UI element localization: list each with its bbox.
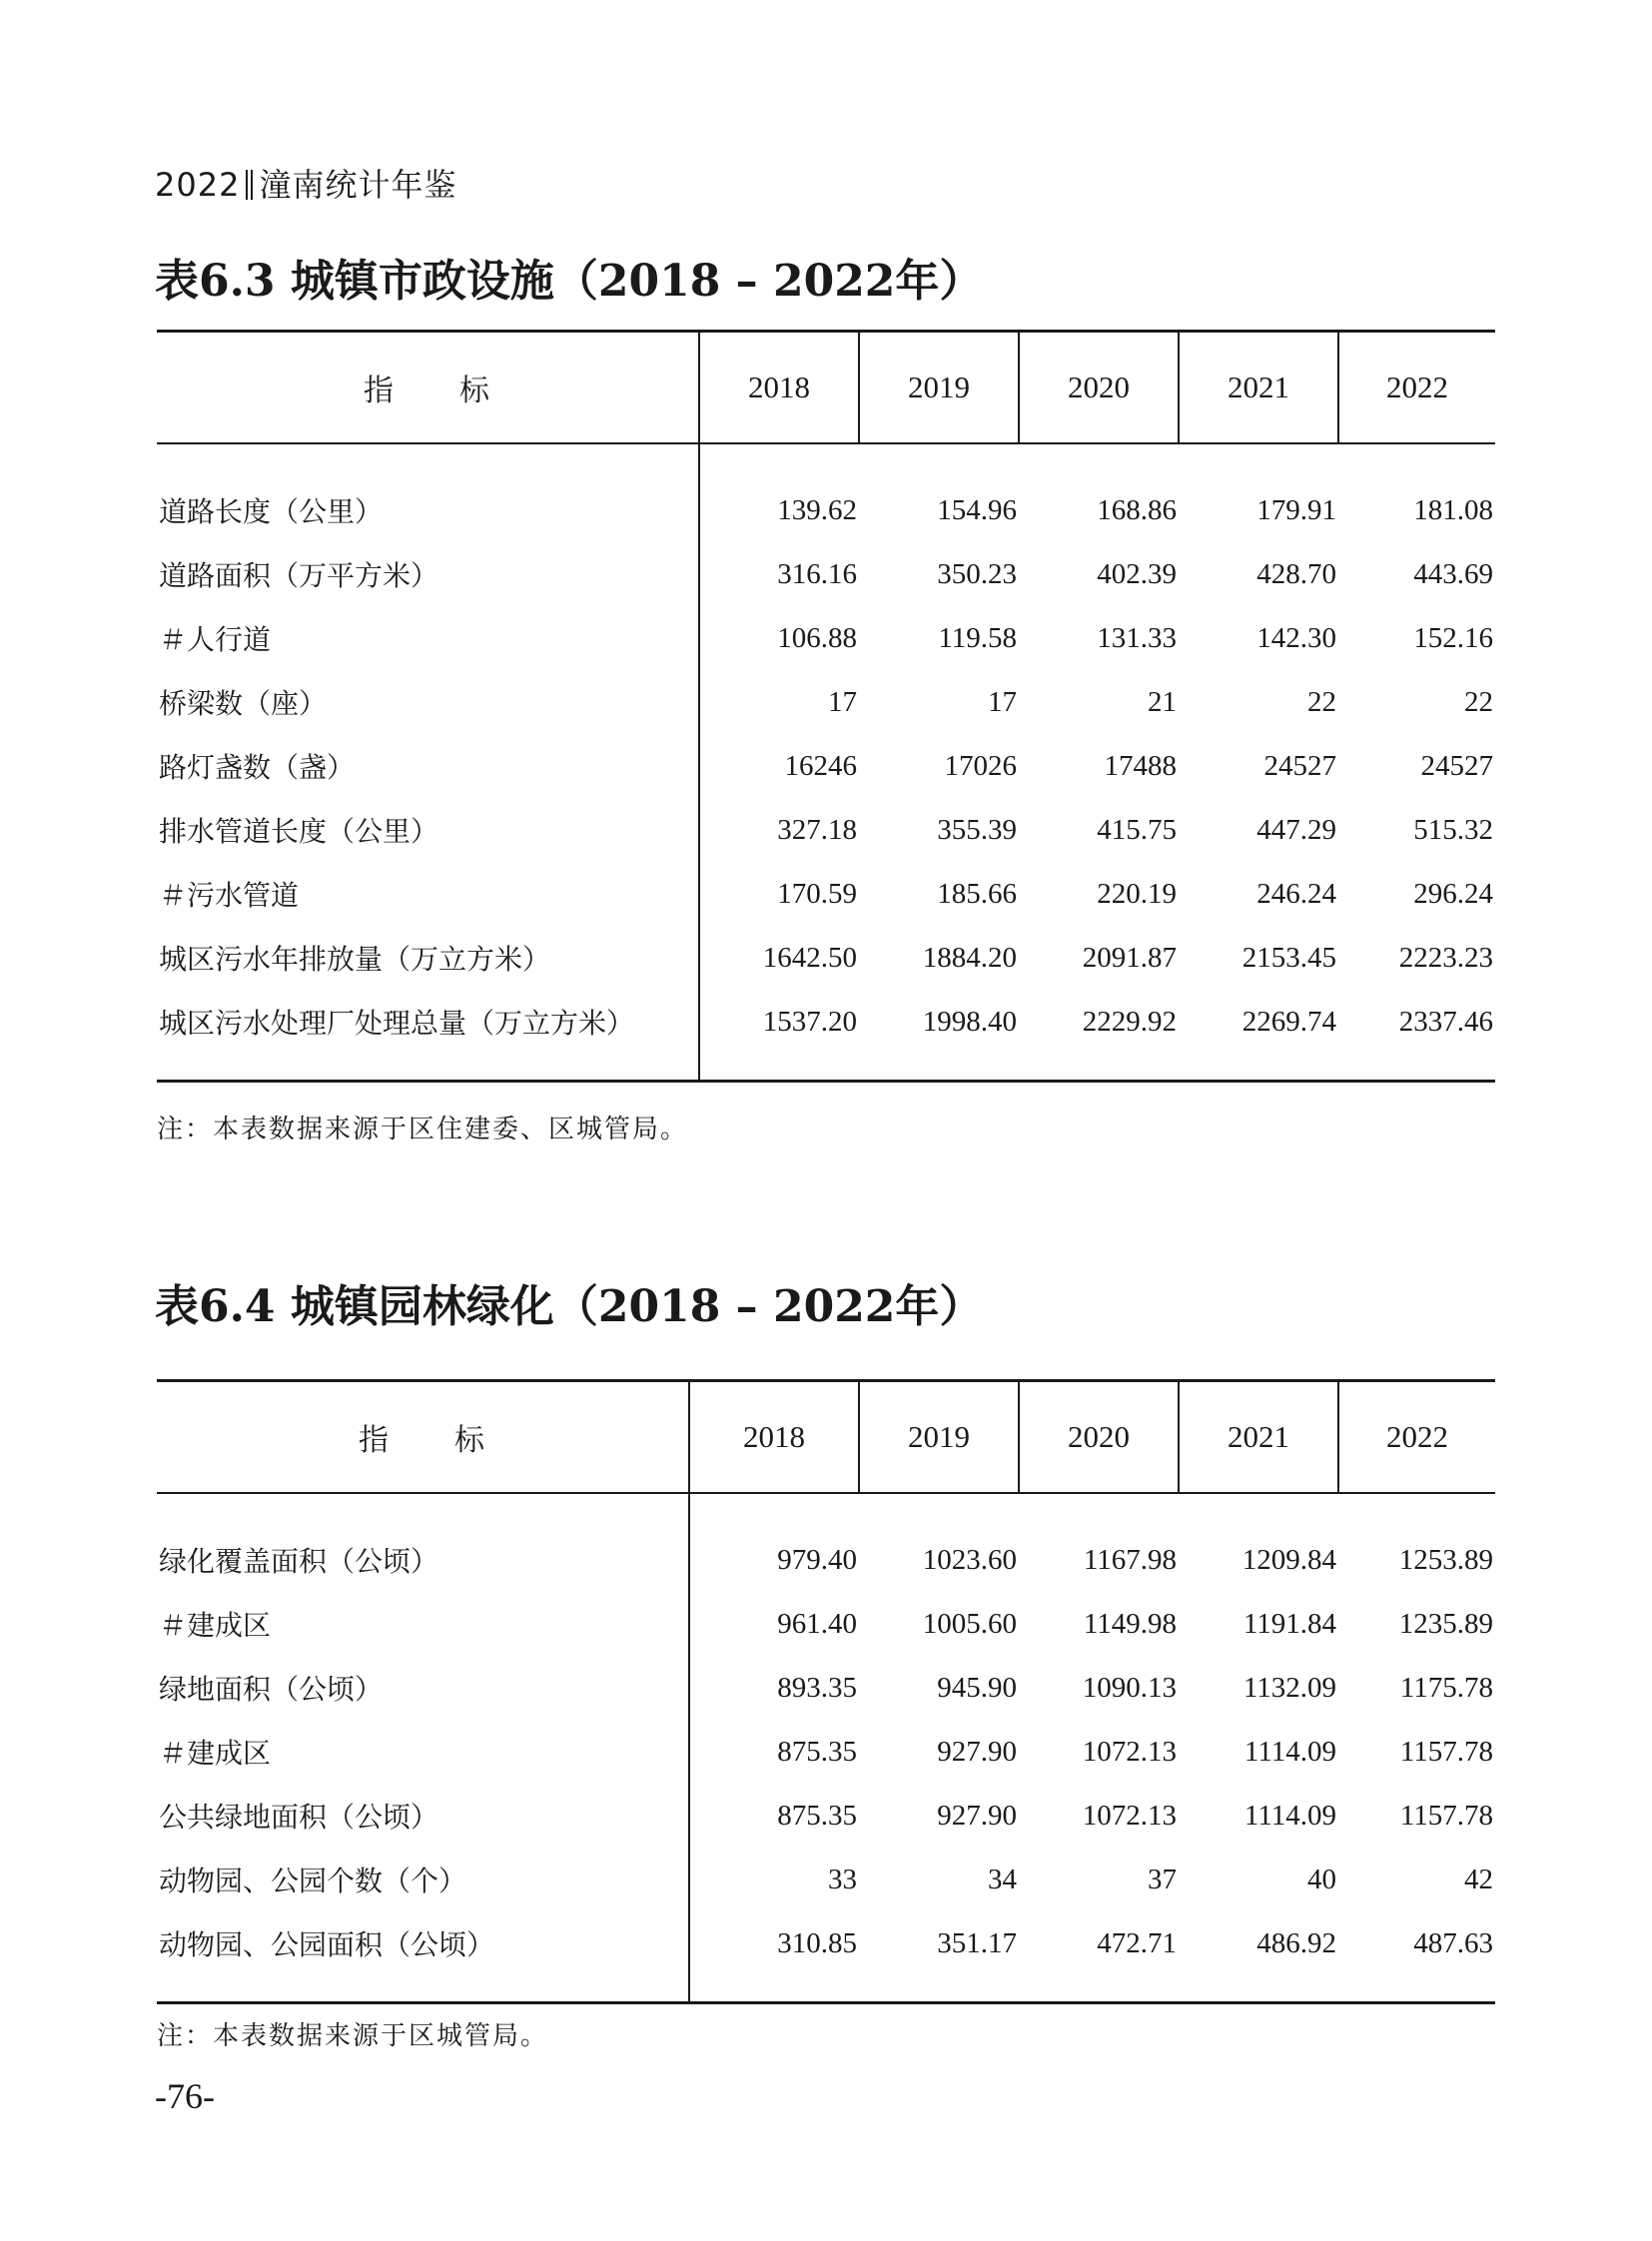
table-6-4-note: 注：本表数据来源于区城管局。 — [157, 2021, 549, 2051]
spacer-cell — [689, 1493, 859, 1528]
value-cell: 1191.84 — [1242, 1607, 1336, 1640]
value-cell: 17488 — [1104, 749, 1177, 782]
value-cell: 170.59 — [777, 877, 857, 910]
value-cell: 428.70 — [1256, 557, 1336, 590]
table-row — [157, 542, 1495, 606]
value-cell: 22 — [1464, 685, 1493, 718]
spacer-cell — [1019, 443, 1179, 478]
spacer-cell — [859, 1975, 1019, 2003]
indicator-header: 指 标 — [157, 332, 699, 444]
value-cell: 16246 — [784, 749, 857, 782]
value-cell: 2223.23 — [1398, 941, 1493, 974]
value-cell: 1157.78 — [1399, 1735, 1493, 1768]
value-cell: 2091.87 — [1082, 941, 1177, 974]
value-cell: 447.29 — [1256, 813, 1336, 846]
value-cell: 220.19 — [1097, 877, 1177, 910]
table-header-row — [157, 332, 1495, 444]
table-row — [157, 1848, 1495, 1911]
year-header: 2019 — [859, 332, 1019, 444]
value-cell: 443.69 — [1413, 557, 1493, 590]
row-label: ＃人行道 — [157, 606, 699, 670]
value-cell: 1114.09 — [1243, 1735, 1336, 1768]
row-label: 城区污水处理厂处理总量（万立方米） — [157, 990, 699, 1054]
value-cell: 1998.40 — [922, 1005, 1017, 1038]
value-cell: 37 — [1148, 1863, 1177, 1895]
table-row — [157, 670, 1495, 734]
table-row — [157, 1592, 1495, 1656]
value-cell: 487.63 — [1413, 1926, 1493, 1959]
value-cell: 154.96 — [937, 493, 1017, 526]
row-label: 道路面积（万平方米） — [157, 542, 699, 606]
value-cell: 17 — [988, 685, 1017, 718]
spacer-row — [157, 1054, 1495, 1082]
value-cell: 1132.09 — [1242, 1671, 1336, 1704]
row-label: ＃建成区 — [157, 1720, 689, 1784]
value-cell: 927.90 — [937, 1735, 1017, 1768]
spacer-cell — [157, 1054, 699, 1082]
value-cell: 119.58 — [938, 621, 1017, 654]
value-cell: 893.35 — [777, 1671, 857, 1704]
row-label: 动物园、公园面积（公顷） — [157, 1911, 689, 1975]
row-label: 路灯盏数（盏） — [157, 734, 699, 798]
value-cell: 24527 — [1263, 749, 1336, 782]
year-header: 2018 — [699, 332, 859, 444]
table-6-3 — [157, 330, 1495, 1083]
spacer-cell — [157, 1975, 689, 2003]
table-row — [157, 1656, 1495, 1720]
row-label: 绿地面积（公顷） — [157, 1656, 689, 1720]
value-cell: 179.91 — [1256, 493, 1336, 526]
spacer-cell — [1338, 443, 1495, 478]
value-cell: 515.32 — [1413, 813, 1493, 846]
row-label: 排水管道长度（公里） — [157, 798, 699, 862]
value-cell: 1072.13 — [1082, 1735, 1177, 1768]
spacer-cell — [1019, 1493, 1179, 1528]
year-header: 2021 — [1179, 332, 1338, 444]
value-cell: 350.23 — [937, 557, 1017, 590]
row-label: 桥梁数（座） — [157, 670, 699, 734]
value-cell: 402.39 — [1097, 557, 1177, 590]
spacer-cell — [699, 443, 859, 478]
value-cell: 40 — [1307, 1863, 1336, 1895]
spacer-cell — [1338, 1054, 1495, 1082]
value-cell: 351.17 — [937, 1926, 1017, 1959]
value-cell: 33 — [828, 1863, 857, 1895]
spacer-cell — [1179, 1054, 1338, 1082]
value-cell: 310.85 — [777, 1926, 857, 1959]
value-cell: 1209.84 — [1241, 1543, 1336, 1576]
row-label: 绿化覆盖面积（公顷） — [157, 1528, 689, 1592]
value-cell: 142.30 — [1256, 621, 1336, 654]
value-cell: 875.35 — [777, 1799, 857, 1832]
table-row — [157, 862, 1495, 926]
value-cell: 1114.09 — [1243, 1799, 1336, 1832]
row-label: 公共绿地面积（公顷） — [157, 1784, 689, 1848]
value-cell: 979.40 — [777, 1543, 857, 1576]
year-header: 2021 — [1179, 1381, 1338, 1494]
year-header: 2022 — [1338, 332, 1495, 444]
spacer-cell — [1179, 1975, 1338, 2003]
value-cell: 316.16 — [777, 557, 857, 590]
spacer-cell — [1019, 1054, 1179, 1082]
row-label: ＃污水管道 — [157, 862, 699, 926]
table-row — [157, 990, 1495, 1054]
value-cell: 34 — [988, 1863, 1017, 1895]
table-row — [157, 1528, 1495, 1592]
value-cell: 2153.45 — [1241, 941, 1336, 974]
value-cell: 1884.20 — [922, 941, 1017, 974]
table-6-3-title: 表6.3 城镇市政设施（2018 – 2022年） — [155, 256, 984, 307]
header-year: 2022 — [155, 166, 241, 204]
table-row — [157, 926, 1495, 990]
value-cell: 185.66 — [937, 877, 1017, 910]
value-cell: 2337.46 — [1398, 1005, 1493, 1038]
value-cell: 1253.89 — [1398, 1543, 1493, 1576]
value-cell: 24527 — [1420, 749, 1493, 782]
table-6-3-note: 注：本表数据来源于区住建委、区城管局。 — [157, 1115, 689, 1144]
spacer-cell — [1179, 443, 1338, 478]
spacer-row — [157, 1493, 1495, 1528]
spacer-cell — [1338, 1493, 1495, 1528]
value-cell: 355.39 — [937, 813, 1017, 846]
indicator-header: 指 标 — [157, 1381, 689, 1494]
table-row — [157, 1784, 1495, 1848]
header-separator — [246, 170, 253, 200]
value-cell: 1175.78 — [1399, 1671, 1493, 1704]
table-row — [157, 798, 1495, 862]
value-cell: 1537.20 — [762, 1005, 857, 1038]
value-cell: 1005.60 — [922, 1607, 1017, 1640]
table-row — [157, 1911, 1495, 1975]
value-cell: 945.90 — [937, 1671, 1017, 1704]
value-cell: 246.24 — [1256, 877, 1336, 910]
value-cell: 1090.13 — [1082, 1671, 1177, 1704]
value-cell: 152.16 — [1413, 621, 1493, 654]
value-cell: 131.33 — [1097, 621, 1177, 654]
table-row — [157, 606, 1495, 670]
row-label: 动物园、公园个数（个） — [157, 1848, 689, 1911]
row-label: ＃建成区 — [157, 1592, 689, 1656]
spacer-cell — [859, 443, 1019, 478]
table-6-4-body — [157, 1493, 1495, 2003]
value-cell: 1157.78 — [1399, 1799, 1493, 1832]
table-6-4-title: 表6.4 城镇园林绿化（2018 – 2022年） — [155, 1281, 984, 1332]
table-row — [157, 734, 1495, 798]
header-book-title: 潼南统计年鉴 — [259, 166, 457, 204]
table-6-4 — [157, 1379, 1495, 2004]
spacer-cell — [1019, 1975, 1179, 2003]
value-cell: 42 — [1464, 1863, 1493, 1895]
table-row — [157, 478, 1495, 542]
value-cell: 415.75 — [1097, 813, 1177, 846]
spacer-cell — [157, 1493, 689, 1528]
value-cell: 2269.74 — [1241, 1005, 1336, 1038]
spacer-row — [157, 1975, 1495, 2003]
value-cell: 1642.50 — [762, 941, 857, 974]
value-cell: 927.90 — [937, 1799, 1017, 1832]
spacer-cell — [1338, 1975, 1495, 2003]
running-header — [155, 160, 456, 206]
spacer-cell — [689, 1975, 859, 2003]
spacer-cell — [859, 1054, 1019, 1082]
value-cell: 1072.13 — [1082, 1799, 1177, 1832]
year-header: 2020 — [1019, 332, 1179, 444]
value-cell: 139.62 — [777, 493, 857, 526]
value-cell: 17026 — [944, 749, 1017, 782]
value-cell: 21 — [1148, 685, 1177, 718]
year-header: 2020 — [1019, 1381, 1179, 1494]
row-label: 道路长度（公里） — [157, 478, 699, 542]
value-cell: 1023.60 — [922, 1543, 1017, 1576]
table-header-row — [157, 1381, 1495, 1494]
table-row — [157, 1720, 1495, 1784]
value-cell: 168.86 — [1097, 493, 1177, 526]
spacer-cell — [859, 1493, 1019, 1528]
value-cell: 1235.89 — [1398, 1607, 1493, 1640]
spacer-cell — [699, 1054, 859, 1082]
spacer-cell — [157, 443, 699, 478]
page-number: -76- — [155, 2076, 215, 2116]
value-cell: 327.18 — [777, 813, 857, 846]
value-cell: 875.35 — [777, 1735, 857, 1768]
value-cell: 106.88 — [777, 621, 857, 654]
table-6-3-body — [157, 443, 1495, 1082]
value-cell: 22 — [1307, 685, 1336, 718]
year-header: 2019 — [859, 1381, 1019, 1494]
value-cell: 1167.98 — [1083, 1543, 1177, 1576]
value-cell: 181.08 — [1413, 493, 1493, 526]
value-cell: 961.40 — [777, 1607, 857, 1640]
row-label: 城区污水年排放量（万立方米） — [157, 926, 699, 990]
value-cell: 2229.92 — [1082, 1005, 1177, 1038]
value-cell: 17 — [828, 685, 857, 718]
year-header: 2018 — [689, 1381, 859, 1494]
value-cell: 296.24 — [1413, 877, 1493, 910]
value-cell: 472.71 — [1097, 1926, 1177, 1959]
value-cell: 486.92 — [1256, 1926, 1336, 1959]
spacer-cell — [1179, 1493, 1338, 1528]
year-header: 2022 — [1338, 1381, 1495, 1494]
value-cell: 1149.98 — [1083, 1607, 1177, 1640]
spacer-row — [157, 443, 1495, 478]
